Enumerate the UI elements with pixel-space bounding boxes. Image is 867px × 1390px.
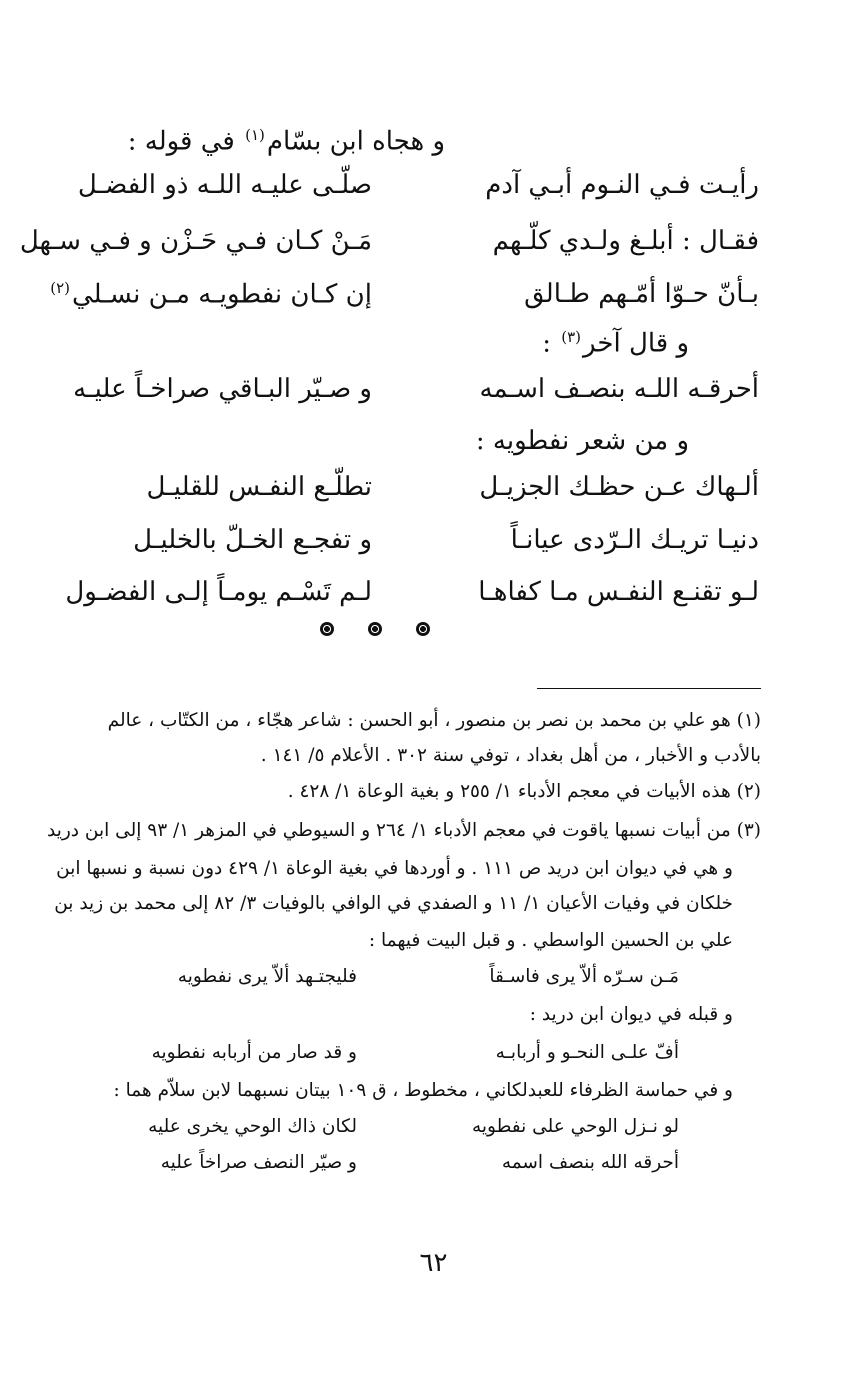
quoted-verse-3-right: لو نـزل الوحي على نفطويه (471, 1116, 679, 1137)
verse-5-hemistich-right: ألـهاك عـن حظـك الجزيـل (479, 472, 759, 502)
ornament-icon (416, 622, 430, 636)
footnote-mark-2: (٢) (50, 279, 70, 297)
quoted-verse-3-left: لكان ذاك الوحي يخرى عليه (148, 1116, 357, 1137)
footnote-3-line-5: و قبله في ديوان ابن دريد : (529, 1004, 733, 1025)
intro-tail: في قوله : (127, 126, 235, 157)
footnote-3-line-2: و هي في ديوان ابن دريد ص ١١١ . و أوردها في بغية الوعاة ١/ ٤٢٩ دون نسبة و نسبها ابن (56, 858, 733, 879)
page-number: ٦٢ (419, 1248, 448, 1278)
verse-7-hemistich-right: لـو تقنـع النفـس مـا كفاهـا (478, 577, 759, 607)
ornament-icon (320, 622, 334, 636)
verse-3-hemistich-left (48, 281, 372, 308)
footnote-3-line-1: (٣) من أبيات نسبها ياقوت في معجم الأدباء ١/ ٢٦٤ و السيوطي في المزهر ١/ ٩٣ إلى ابن دريد (47, 820, 761, 841)
verse-4-hemistich-right: أحرقـه اللـه بنصـف اسـمه (479, 374, 759, 404)
section-ornaments (320, 622, 430, 636)
verse-6-hemistich-left: و تفجـع الخـلّ بالخليـل (133, 525, 372, 555)
verse-5-hemistich-left: تطلّـع النفـس للقليـل (146, 472, 372, 502)
intro-text: و هجاه ابن بسّام (266, 126, 445, 157)
intro-line-2 (542, 330, 689, 357)
intro-line-1 (128, 128, 445, 155)
ornament-icon (368, 622, 382, 636)
quoted-verse-4-right: أحرقه الله بنصف اسمه (501, 1152, 679, 1173)
verse-1-hemistich-right: رأيـت فـي النـوم أبـي آدم (485, 170, 759, 200)
intro-text-2: و قال آخر (583, 328, 689, 359)
quoted-verse-2-right: أفّ علـى النحـو و أربابـه (495, 1042, 679, 1063)
quoted-verse-4-left: و صيّر النصف صراخاً عليه (160, 1152, 357, 1173)
footnote-3-line-6: و في حماسة الظرفاء للعبدلكاني ، مخطوط ، ق ١٠٩ بيتان نسبهما لابن سلاّم هما : (113, 1080, 733, 1101)
quoted-verse-2-left: و قد صار من أربابه نفطويه (151, 1042, 357, 1063)
verse-2-hemistich-left: مَـنْ كـان فـي حَـزْن و فـي سـهل (19, 226, 372, 256)
verse-4-hemistich-left: و صـيّر البـاقي صراخـاً عليـه (73, 374, 372, 404)
intro-line-3: و من شعر نفطويه : (475, 426, 689, 456)
verse-3-hemistich-right: بـأنّ حـوّا أمّـهم طـالق (524, 279, 759, 309)
verse-2-hemistich-right: فقـال : أبلـغ ولـدي كلّـهم (492, 226, 759, 256)
verse-1-hemistich-left: صلّـى عليـه اللـه ذو الفضـل (77, 170, 372, 200)
quoted-verse-1-right: مَـن سـرّه ألاّ يرى فاسـقاً (489, 966, 679, 987)
quoted-verse-1-left: فليجتـهد ألاّ يرى نفطويه (177, 966, 357, 987)
footnote-1-line-2: بالأدب و الأخبار ، من أهل بغداد ، توفي سنة ٣٠٢ . الأعلام ٥/ ١٤١ . (260, 745, 761, 766)
footnote-mark-3: (٣) (561, 328, 582, 346)
footnote-3-line-3: خلكان في وفيات الأعيان ١/ ١١ و الصفدي في الوافي بالوفيات ٣/ ٨٢ إلى محمد بن زيد بن (54, 893, 733, 914)
verse-6-hemistich-right: دنيـا تريـك الـرّدى عيانـاً (510, 525, 759, 555)
footnote-separator (537, 688, 761, 689)
footnote-2: (٢) هذه الأبيات في معجم الأدباء ١/ ٢٥٥ و بغية الوعاة ١/ ٤٢٨ . (287, 781, 761, 802)
verse-7-hemistich-left: لـم تَسْـم يومـاً إلـى الفضـول (65, 577, 372, 607)
footnote-3-line-4: علي بن الحسين الواسطي . و قبل البيت فيهما : (368, 930, 733, 951)
footnote-1-line-1: (١) هو علي بن محمد بن نصر بن منصور ، أبو الحسن : شاعر هجّاء ، من الكتّاب ، عالم (107, 710, 761, 731)
footnote-mark-1: (١) (245, 126, 265, 144)
intro-tail-2: : (542, 328, 551, 359)
verse-3-left-text: إن كـان نفطويـه مـن نسـلي (72, 279, 372, 310)
